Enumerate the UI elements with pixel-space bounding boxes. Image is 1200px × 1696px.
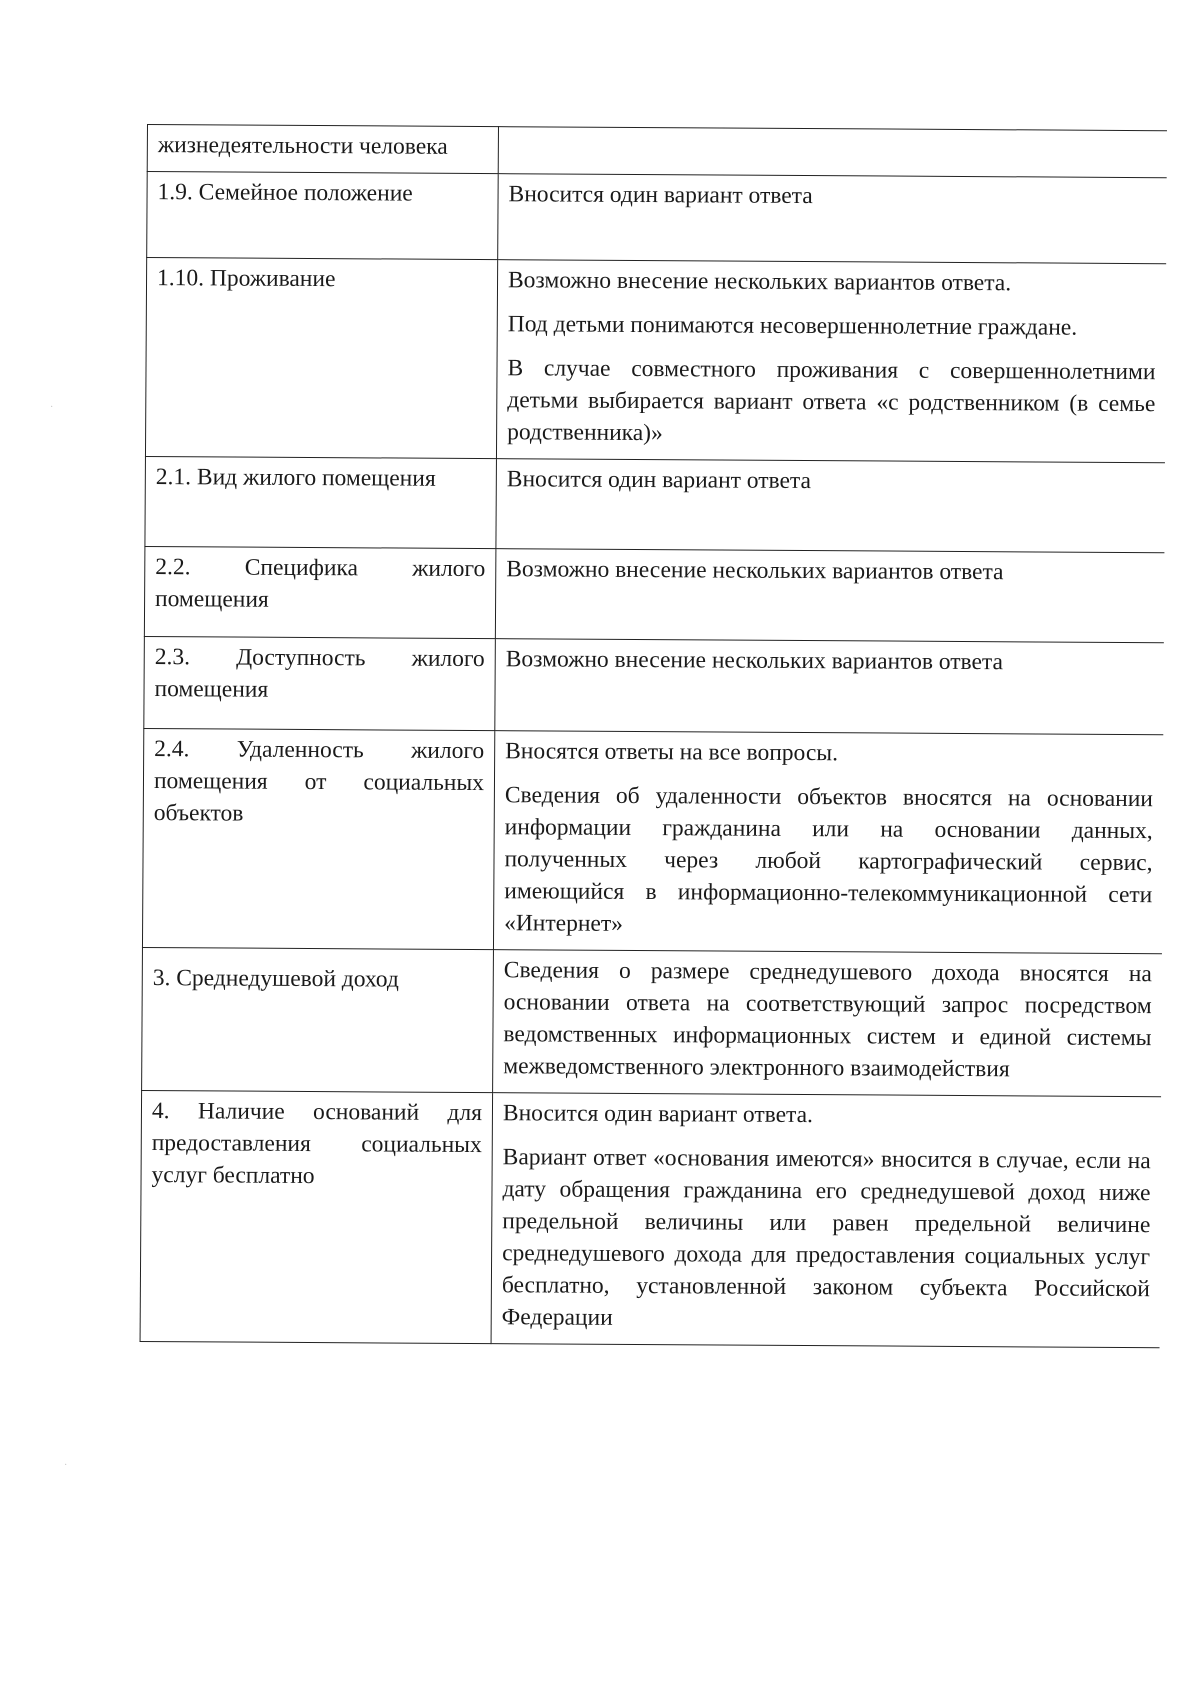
instruction-text: Вариант ответ «основания имеются» вносится в случае, если на дату обращения гражданина его среднедушевой доход ниже предельной величины или равен предельной величине среднедушевого дохода для предоставления социальных услуг бесплатно, установленной законом субъекта Российской Федерации: [501, 1144, 1151, 1331]
table-row: [145, 456, 1165, 552]
field-name: 4. Наличие оснований для предоставления социальных услуг бесплатно: [151, 1098, 483, 1190]
instruction-cell: [498, 127, 1167, 178]
instruction-text: [509, 131, 1157, 135]
instruction-text: Возможно внесение нескольких вариантов ответа.: [507, 267, 1012, 297]
instruction-text: Сведения об удаленности объектов вносятся на основании информации гражданина или на основании данных, полученных через любой картографический сервис, имеющийся в информационно-телекоммуникационной сети «Интернет»: [504, 782, 1153, 937]
field-name-cell: [145, 258, 497, 459]
field-name-cell: [142, 728, 494, 949]
instruction-text: Вносится один вариант ответа: [508, 181, 813, 210]
instruction-cell: [493, 731, 1163, 954]
field-name: жизнедеятельности человека: [157, 132, 448, 160]
instruction-text: Под детьми понимаются несовершеннолетние граждане.: [507, 311, 1078, 341]
table-row: [144, 546, 1164, 642]
table-row: [147, 172, 1167, 264]
table-row: [144, 636, 1164, 734]
field-name-cell: [140, 1090, 493, 1343]
field-name-cell: [142, 947, 494, 1092]
scan-dot: ·: [64, 1460, 68, 1471]
table-row: [142, 947, 1162, 1096]
field-name: 2.4. Удаленность жилого помещения от социальных объектов: [153, 736, 485, 827]
instruction-cell: [493, 950, 1162, 1097]
field-name-cell: [147, 172, 499, 260]
instruction-text: Вносится один вариант ответа.: [502, 1100, 814, 1129]
instruction-cell: [496, 459, 1165, 553]
table-row: [145, 258, 1166, 463]
instruction-cell: [495, 639, 1164, 735]
field-name-cell: [144, 636, 496, 730]
field-name: 2.1. Вид жилого помещения: [155, 464, 436, 492]
instruction-text: Возможно внесение нескольких вариантов ответа: [506, 556, 1004, 586]
instruction-cell: [495, 549, 1164, 643]
field-name-cell: [147, 125, 498, 174]
instruction-text: Вносится один вариант ответа: [506, 466, 812, 495]
field-name-cell: [144, 546, 496, 638]
table-row: [142, 728, 1163, 953]
instruction-cell: [498, 174, 1167, 264]
instruction-text: Возможно внесение нескольких вариантов ответа: [505, 646, 1004, 676]
scan-dot: ·: [50, 402, 54, 413]
field-name: 3. Среднедушевой доход: [152, 965, 399, 993]
table-row: [140, 1090, 1161, 1347]
instruction-cell: [496, 260, 1166, 463]
field-name: 2.2. Специфика жилого помещения: [155, 554, 486, 613]
instruction-text: В случае совместного проживания с совершеннолетними детьми выбирается вариант ответа «с родственником (в семье родственника)»: [507, 355, 1156, 447]
instructions-table: [140, 124, 1167, 1348]
field-name: 1.9. Семейное положение: [157, 179, 413, 207]
field-name: 2.3. Доступность жилого помещения: [154, 644, 485, 703]
field-name: 1.10. Проживание: [156, 265, 336, 293]
instruction-text: Вносятся ответы на все вопросы.: [505, 738, 839, 767]
instruction-text: Сведения о размере среднедушевого дохода вносятся на основании ответа на соответствующий запрос посредством ведомственных информационных систем и единой системы межведомственного электронного взаимодействия: [503, 957, 1152, 1083]
field-name-cell: [145, 456, 497, 548]
table-row: [147, 125, 1167, 178]
instruction-cell: [491, 1093, 1161, 1348]
